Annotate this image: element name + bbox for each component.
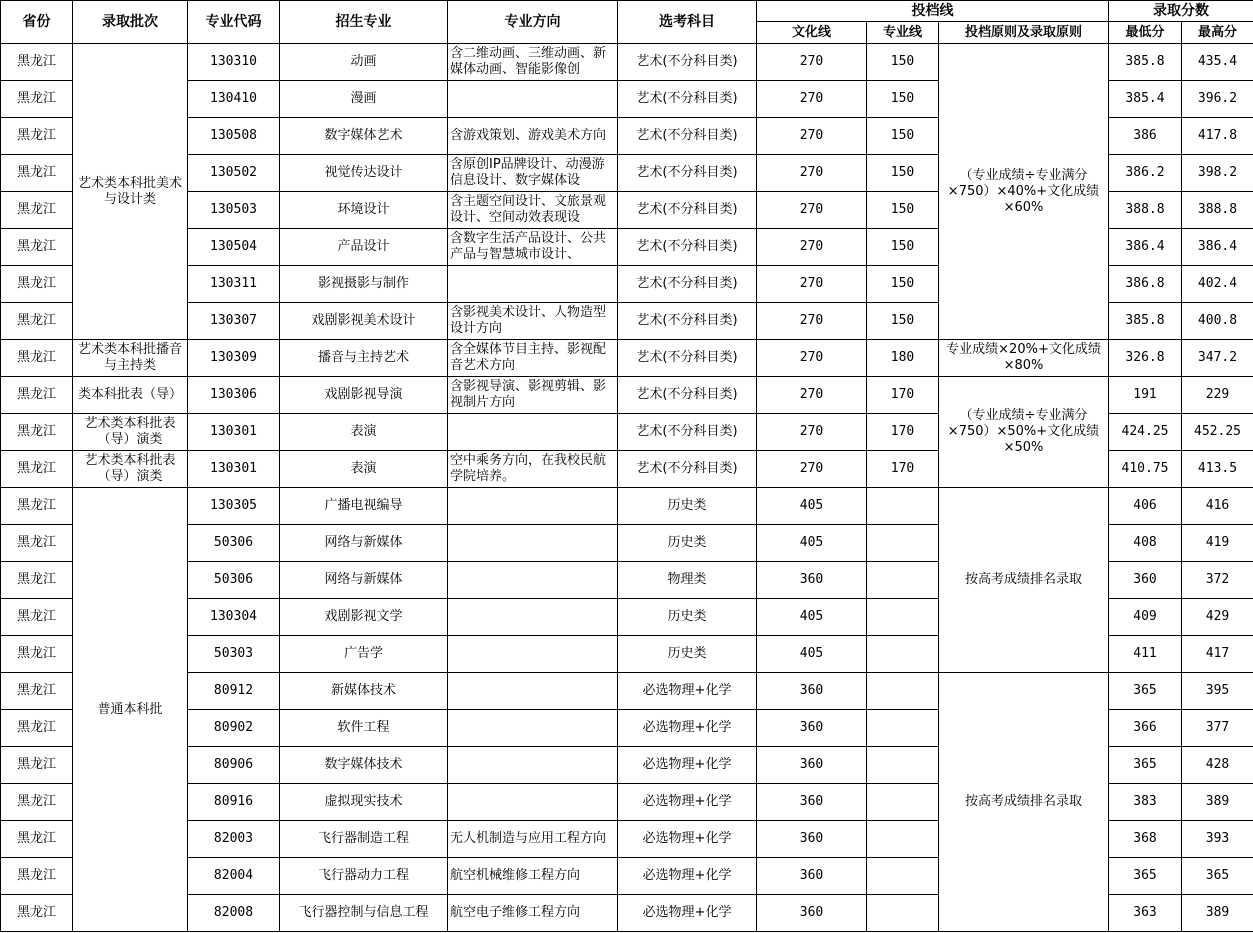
min-score-cell: 191: [1109, 377, 1182, 414]
max-score-cell: 416: [1182, 488, 1253, 525]
province-cell: 黑龙江: [1, 414, 73, 451]
principle-cell: （专业成绩÷专业满分×750）×50%+文化成绩×50%: [939, 377, 1109, 488]
header-batch: 录取批次: [73, 1, 188, 44]
culture-cell: 270: [757, 118, 867, 155]
max-score-cell: 435.4: [1182, 44, 1253, 81]
culture-cell: 360: [757, 747, 867, 784]
code-cell: 130305: [188, 488, 280, 525]
code-cell: 130503: [188, 192, 280, 229]
code-cell: 130310: [188, 44, 280, 81]
code-cell: 130311: [188, 266, 280, 303]
min-score-cell: 368: [1109, 821, 1182, 858]
direction-cell: 含影视导演、影视剪辑、影视制片方向: [448, 377, 618, 414]
direction-cell: 空中乘务方向，在我校民航学院培养。: [448, 451, 618, 488]
code-cell: 130301: [188, 414, 280, 451]
major-cell: 产品设计: [280, 229, 448, 266]
professional-cell: [867, 525, 939, 562]
professional-cell: 150: [867, 266, 939, 303]
province-cell: 黑龙江: [1, 192, 73, 229]
min-score-cell: 408: [1109, 525, 1182, 562]
major-cell: 戏剧影视文学: [280, 599, 448, 636]
batch-cell: 普通本科批: [73, 488, 188, 932]
min-score-cell: 386.2: [1109, 155, 1182, 192]
professional-cell: [867, 895, 939, 932]
direction-cell: [448, 525, 618, 562]
professional-cell: 170: [867, 377, 939, 414]
subjects-cell: 历史类: [618, 636, 757, 673]
professional-cell: 150: [867, 229, 939, 266]
major-cell: 网络与新媒体: [280, 562, 448, 599]
subjects-cell: 必选物理+化学: [618, 673, 757, 710]
max-score-cell: 396.2: [1182, 81, 1253, 118]
province-cell: 黑龙江: [1, 488, 73, 525]
direction-cell: [448, 488, 618, 525]
professional-cell: [867, 599, 939, 636]
culture-cell: 405: [757, 636, 867, 673]
direction-cell: [448, 414, 618, 451]
min-score-cell: 326.8: [1109, 340, 1182, 377]
province-cell: 黑龙江: [1, 599, 73, 636]
province-cell: 黑龙江: [1, 858, 73, 895]
direction-cell: [448, 784, 618, 821]
max-score-cell: 419: [1182, 525, 1253, 562]
culture-cell: 270: [757, 229, 867, 266]
header-culture: 文化线: [757, 22, 867, 44]
header-subjects: 选考科目: [618, 1, 757, 44]
subjects-cell: 艺术(不分科目类): [618, 414, 757, 451]
batch-cell: 类本科批表（导）: [73, 377, 188, 414]
province-cell: 黑龙江: [1, 525, 73, 562]
max-score-cell: 393: [1182, 821, 1253, 858]
min-score-cell: 411: [1109, 636, 1182, 673]
professional-cell: [867, 858, 939, 895]
province-cell: 黑龙江: [1, 784, 73, 821]
subjects-cell: 必选物理+化学: [618, 821, 757, 858]
header-principle: 投档原则及录取原则: [939, 22, 1109, 44]
professional-cell: 170: [867, 414, 939, 451]
direction-cell: 航空电子维修工程方向: [448, 895, 618, 932]
subjects-cell: 物理类: [618, 562, 757, 599]
province-cell: 黑龙江: [1, 81, 73, 118]
province-cell: 黑龙江: [1, 44, 73, 81]
min-score-cell: 365: [1109, 747, 1182, 784]
min-score-cell: 424.25: [1109, 414, 1182, 451]
culture-cell: 360: [757, 895, 867, 932]
code-cell: 130304: [188, 599, 280, 636]
code-cell: 80906: [188, 747, 280, 784]
min-score-cell: 388.8: [1109, 192, 1182, 229]
subjects-cell: 艺术(不分科目类): [618, 81, 757, 118]
subjects-cell: 艺术(不分科目类): [618, 377, 757, 414]
max-score-cell: 229: [1182, 377, 1253, 414]
table-body: [1, 44, 1253, 932]
subjects-cell: 必选物理+化学: [618, 858, 757, 895]
table-row: [1, 377, 1253, 414]
major-cell: 视觉传达设计: [280, 155, 448, 192]
culture-cell: 270: [757, 414, 867, 451]
province-cell: 黑龙江: [1, 229, 73, 266]
code-cell: 50303: [188, 636, 280, 673]
subjects-cell: 必选物理+化学: [618, 747, 757, 784]
major-cell: 播音与主持艺术: [280, 340, 448, 377]
max-score-cell: 395: [1182, 673, 1253, 710]
province-cell: 黑龙江: [1, 303, 73, 340]
subjects-cell: 历史类: [618, 488, 757, 525]
culture-cell: 270: [757, 81, 867, 118]
culture-cell: 270: [757, 44, 867, 81]
table-row: [1, 673, 1253, 710]
subjects-cell: 艺术(不分科目类): [618, 451, 757, 488]
culture-cell: 270: [757, 192, 867, 229]
principle-cell: 专业成绩×20%+文化成绩×80%: [939, 340, 1109, 377]
direction-cell: 无人机制造与应用工程方向: [448, 821, 618, 858]
province-cell: 黑龙江: [1, 673, 73, 710]
max-score-cell: 388.8: [1182, 192, 1253, 229]
header-direction: 专业方向: [448, 1, 618, 44]
principle-cell: 按高考成绩排名录取: [939, 488, 1109, 673]
direction-cell: 含二维动画、三维动画、新媒体动画、智能影像创: [448, 44, 618, 81]
province-cell: 黑龙江: [1, 118, 73, 155]
code-cell: 82003: [188, 821, 280, 858]
major-cell: 环境设计: [280, 192, 448, 229]
major-cell: 动画: [280, 44, 448, 81]
min-score-cell: 365: [1109, 858, 1182, 895]
code-cell: 80916: [188, 784, 280, 821]
professional-cell: 150: [867, 155, 939, 192]
batch-cell: 艺术类本科批播音与主持类: [73, 340, 188, 377]
subjects-cell: 艺术(不分科目类): [618, 192, 757, 229]
culture-cell: 270: [757, 155, 867, 192]
professional-cell: [867, 710, 939, 747]
code-cell: 80902: [188, 710, 280, 747]
max-score-cell: 413.5: [1182, 451, 1253, 488]
code-cell: 130306: [188, 377, 280, 414]
header-professional: 专业线: [867, 22, 939, 44]
province-cell: 黑龙江: [1, 377, 73, 414]
code-cell: 50306: [188, 525, 280, 562]
code-cell: 80912: [188, 673, 280, 710]
major-cell: 戏剧影视美术设计: [280, 303, 448, 340]
code-cell: 130508: [188, 118, 280, 155]
subjects-cell: 艺术(不分科目类): [618, 155, 757, 192]
min-score-cell: 409: [1109, 599, 1182, 636]
direction-cell: [448, 266, 618, 303]
min-score-cell: 365: [1109, 673, 1182, 710]
culture-cell: 405: [757, 599, 867, 636]
table-header: [1, 1, 1253, 44]
professional-cell: [867, 784, 939, 821]
code-cell: 130410: [188, 81, 280, 118]
major-cell: 戏剧影视导演: [280, 377, 448, 414]
professional-cell: [867, 673, 939, 710]
province-cell: 黑龙江: [1, 636, 73, 673]
major-cell: 广告学: [280, 636, 448, 673]
major-cell: 影视摄影与制作: [280, 266, 448, 303]
direction-cell: 含全媒体节目主持、影视配音艺术方向: [448, 340, 618, 377]
subjects-cell: 艺术(不分科目类): [618, 340, 757, 377]
province-cell: 黑龙江: [1, 562, 73, 599]
min-score-cell: 386: [1109, 118, 1182, 155]
code-cell: 130307: [188, 303, 280, 340]
professional-cell: [867, 747, 939, 784]
professional-cell: 150: [867, 118, 939, 155]
code-cell: 82008: [188, 895, 280, 932]
header-max: 最高分: [1182, 22, 1253, 44]
max-score-cell: 389: [1182, 895, 1253, 932]
max-score-cell: 389: [1182, 784, 1253, 821]
max-score-cell: 365: [1182, 858, 1253, 895]
direction-cell: 含主题空间设计、文旅景观设计、空间动效表现设: [448, 192, 618, 229]
major-cell: 新媒体技术: [280, 673, 448, 710]
major-cell: 数字媒体艺术: [280, 118, 448, 155]
max-score-cell: 429: [1182, 599, 1253, 636]
major-cell: 虚拟现实技术: [280, 784, 448, 821]
major-cell: 网络与新媒体: [280, 525, 448, 562]
subjects-cell: 艺术(不分科目类): [618, 229, 757, 266]
province-cell: 黑龙江: [1, 710, 73, 747]
subjects-cell: 艺术(不分科目类): [618, 266, 757, 303]
header-province: 省份: [1, 1, 73, 44]
culture-cell: 270: [757, 340, 867, 377]
header-code: 专业代码: [188, 1, 280, 44]
header-cutline: 投档线: [757, 1, 1109, 22]
max-score-cell: 417.8: [1182, 118, 1253, 155]
code-cell: 82004: [188, 858, 280, 895]
professional-cell: 150: [867, 192, 939, 229]
min-score-cell: 366: [1109, 710, 1182, 747]
min-score-cell: 360: [1109, 562, 1182, 599]
min-score-cell: 363: [1109, 895, 1182, 932]
culture-cell: 270: [757, 451, 867, 488]
professional-cell: [867, 488, 939, 525]
max-score-cell: 347.2: [1182, 340, 1253, 377]
province-cell: 黑龙江: [1, 747, 73, 784]
max-score-cell: 400.8: [1182, 303, 1253, 340]
subjects-cell: 必选物理+化学: [618, 784, 757, 821]
batch-cell: 艺术类本科批表（导）演类: [73, 451, 188, 488]
culture-cell: 360: [757, 858, 867, 895]
professional-cell: 170: [867, 451, 939, 488]
professional-cell: 150: [867, 44, 939, 81]
max-score-cell: 386.4: [1182, 229, 1253, 266]
culture-cell: 360: [757, 673, 867, 710]
batch-cell: 艺术类本科批表（导）演类: [73, 414, 188, 451]
max-score-cell: 398.2: [1182, 155, 1253, 192]
major-cell: 飞行器动力工程: [280, 858, 448, 895]
principle-cell: 按高考成绩排名录取: [939, 673, 1109, 932]
direction-cell: 含数字生活产品设计、公共产品与智慧城市设计、: [448, 229, 618, 266]
culture-cell: 360: [757, 710, 867, 747]
direction-cell: [448, 81, 618, 118]
direction-cell: 含原创IP品牌设计、动漫游信息设计、数字媒体设: [448, 155, 618, 192]
subjects-cell: 艺术(不分科目类): [618, 44, 757, 81]
table-row: [1, 340, 1253, 377]
direction-cell: [448, 747, 618, 784]
culture-cell: 270: [757, 377, 867, 414]
province-cell: 黑龙江: [1, 451, 73, 488]
max-score-cell: 417: [1182, 636, 1253, 673]
subjects-cell: 艺术(不分科目类): [618, 303, 757, 340]
professional-cell: [867, 821, 939, 858]
subjects-cell: 历史类: [618, 599, 757, 636]
subjects-cell: 历史类: [618, 525, 757, 562]
professional-cell: 150: [867, 81, 939, 118]
min-score-cell: 386.8: [1109, 266, 1182, 303]
max-score-cell: 452.25: [1182, 414, 1253, 451]
major-cell: 飞行器控制与信息工程: [280, 895, 448, 932]
culture-cell: 360: [757, 821, 867, 858]
major-cell: 飞行器制造工程: [280, 821, 448, 858]
province-cell: 黑龙江: [1, 340, 73, 377]
major-cell: 数字媒体技术: [280, 747, 448, 784]
culture-cell: 270: [757, 303, 867, 340]
subjects-cell: 必选物理+化学: [618, 710, 757, 747]
principle-cell: （专业成绩÷专业满分×750）×40%+文化成绩×60%: [939, 44, 1109, 340]
min-score-cell: 383: [1109, 784, 1182, 821]
max-score-cell: 377: [1182, 710, 1253, 747]
min-score-cell: 385.8: [1109, 303, 1182, 340]
direction-cell: [448, 710, 618, 747]
major-cell: 广播电视编导: [280, 488, 448, 525]
header-major: 招生专业: [280, 1, 448, 44]
header-scores: 录取分数: [1109, 1, 1253, 22]
table-row: [1, 488, 1253, 525]
max-score-cell: 372: [1182, 562, 1253, 599]
min-score-cell: 386.4: [1109, 229, 1182, 266]
batch-cell: 艺术类本科批美术与设计类: [73, 44, 188, 340]
code-cell: 130502: [188, 155, 280, 192]
subjects-cell: 必选物理+化学: [618, 895, 757, 932]
culture-cell: 360: [757, 784, 867, 821]
professional-cell: [867, 562, 939, 599]
professional-cell: 150: [867, 303, 939, 340]
professional-cell: 180: [867, 340, 939, 377]
min-score-cell: 406: [1109, 488, 1182, 525]
max-score-cell: 402.4: [1182, 266, 1253, 303]
table-row: [1, 44, 1253, 81]
direction-cell: 航空机械维修工程方向: [448, 858, 618, 895]
major-cell: 漫画: [280, 81, 448, 118]
major-cell: 软件工程: [280, 710, 448, 747]
culture-cell: 360: [757, 562, 867, 599]
direction-cell: [448, 599, 618, 636]
code-cell: 130504: [188, 229, 280, 266]
header-min: 最低分: [1109, 22, 1182, 44]
direction-cell: 含游戏策划、游戏美术方向: [448, 118, 618, 155]
code-cell: 130301: [188, 451, 280, 488]
direction-cell: [448, 673, 618, 710]
code-cell: 50306: [188, 562, 280, 599]
max-score-cell: 428: [1182, 747, 1253, 784]
province-cell: 黑龙江: [1, 266, 73, 303]
min-score-cell: 385.8: [1109, 44, 1182, 81]
min-score-cell: 410.75: [1109, 451, 1182, 488]
province-cell: 黑龙江: [1, 821, 73, 858]
culture-cell: 405: [757, 488, 867, 525]
major-cell: 表演: [280, 414, 448, 451]
code-cell: 130309: [188, 340, 280, 377]
province-cell: 黑龙江: [1, 895, 73, 932]
province-cell: 黑龙江: [1, 155, 73, 192]
subjects-cell: 艺术(不分科目类): [618, 118, 757, 155]
major-cell: 表演: [280, 451, 448, 488]
professional-cell: [867, 636, 939, 673]
min-score-cell: 385.4: [1109, 81, 1182, 118]
direction-cell: 含影视美术设计、人物造型设计方向: [448, 303, 618, 340]
culture-cell: 405: [757, 525, 867, 562]
direction-cell: [448, 636, 618, 673]
culture-cell: 270: [757, 266, 867, 303]
direction-cell: [448, 562, 618, 599]
